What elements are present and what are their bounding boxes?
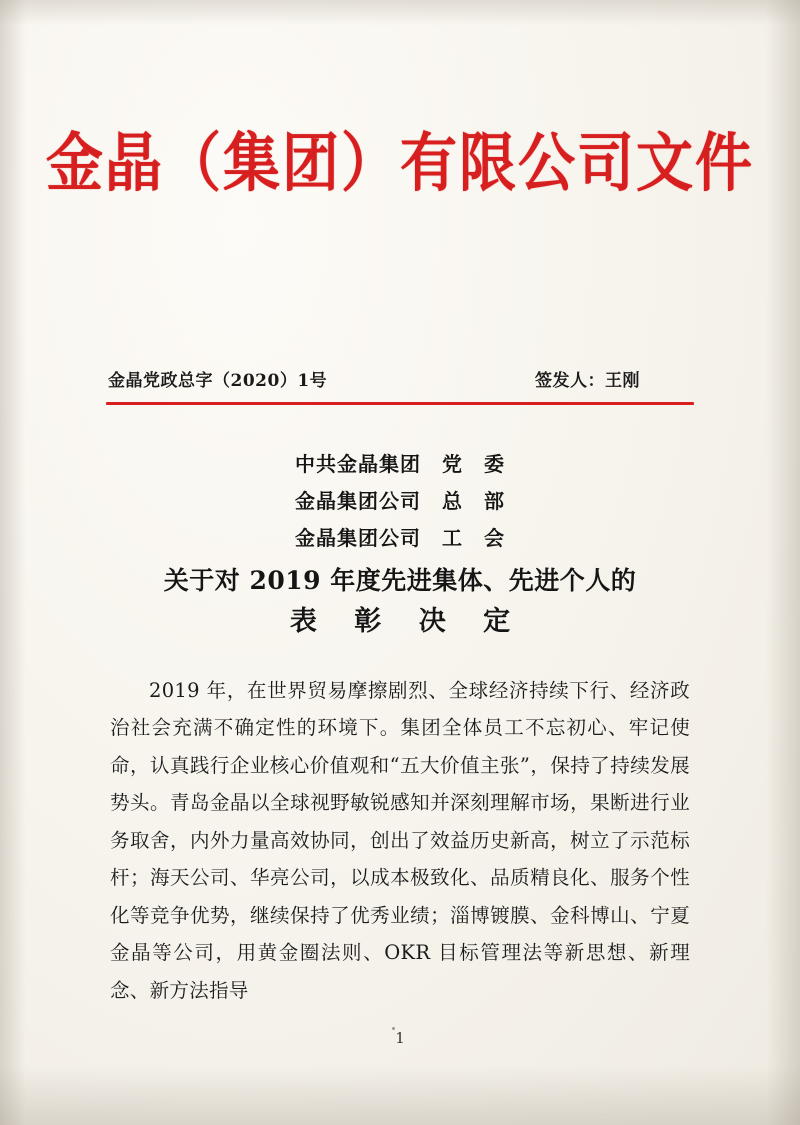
body-paragraph: 2019 年，在世界贸易摩擦剧烈、全球经济持续下行、经济政治社会充满不确定性的环境下。集团全体员工不忘初心、牢记使命，认真践行企业核心价值观和“五大价值主张”，保持了持续发展势头。青岛金晶以全球视野敏锐感知并深刻理解市场，果断进行业务取舍，内外力量高效协同，创出了效益历史新高，树立了示范标杆；海天公司、华亮公司，以成本极致化、品质精良化、服务个性化等竞争优势，继续保持了优秀业绩；淄博镀膜、金科博山、宁夏金晶等公司，用黄金圈法则、OKR 目标管理法等新思想、新理念、新方法指导 xyxy=(110,679,690,1002)
issuer-line: 中共金晶集团 党 委 xyxy=(295,452,505,476)
scan-shadow-top xyxy=(0,0,800,26)
document-body xyxy=(110,672,690,1009)
document-number: 金晶党政总字（2020）1号 xyxy=(108,371,328,391)
issuer-line: 金晶集团公司 总 部 xyxy=(295,489,505,513)
document-subject xyxy=(0,562,800,643)
page-number: 1 xyxy=(395,1029,405,1047)
red-divider-rule xyxy=(106,402,694,405)
subject-line-1: 关于对 2019 年度先进集体、先进个人的 xyxy=(163,566,637,595)
issuer-line: 金晶集团公司 工 会 xyxy=(295,526,505,550)
issuing-organizations xyxy=(0,446,800,557)
document-title: 金晶（集团）有限公司文件 xyxy=(46,126,754,201)
document-meta-row xyxy=(108,366,692,391)
scan-shadow-bottom xyxy=(0,1065,800,1125)
document-signer: 签发人：王刚 xyxy=(535,371,640,391)
subject-line-2: 表 彰 决 定 xyxy=(289,605,525,637)
